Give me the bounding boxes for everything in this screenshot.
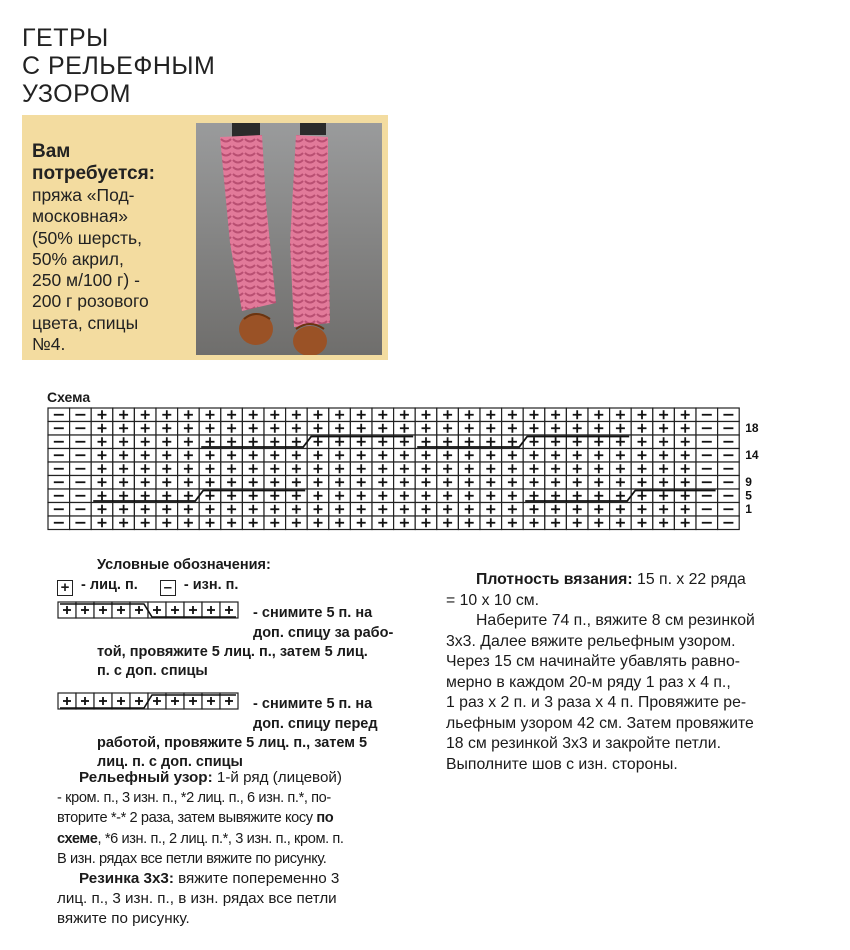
- cable-front-text: доп. спицу перед: [253, 715, 378, 732]
- instruction-line: мерно в каждом 20-м ряду 1 раз х 4 п.,: [446, 673, 731, 691]
- relief-link-part: схеме: [57, 830, 98, 847]
- materials-line: пряжа «Под-: [32, 185, 135, 205]
- leg-warmers-illustration: [196, 123, 382, 355]
- relief-para: [57, 768, 422, 788]
- cable-back-symbol-icon: [57, 600, 243, 620]
- knitting-chart: [47, 407, 787, 535]
- relief-text: 1-й ряд (лицевой): [212, 769, 342, 786]
- rib-para: [57, 869, 422, 889]
- materials-heading-line: Вам: [32, 141, 71, 162]
- rib-heading: Резинка 3х3:: [79, 870, 174, 888]
- article-title: [22, 24, 215, 108]
- relief-text: [57, 808, 422, 828]
- gauge-text: 15 п. х 22 ряда: [632, 571, 746, 588]
- instructions-column: [446, 570, 816, 775]
- title-line: С РЕЛЬЕФНЫМ: [22, 52, 216, 80]
- cable-front-symbol-icon: [57, 691, 243, 711]
- materials-text: [32, 141, 204, 355]
- materials-line: №4.: [32, 334, 66, 355]
- materials-line: цвета, спицы: [32, 312, 139, 333]
- legend: [57, 556, 427, 773]
- materials-line: московная»: [32, 206, 129, 227]
- materials-line: (50% шерсть,: [32, 227, 142, 248]
- rib-text: вяжите попеременно 3: [173, 870, 340, 888]
- materials-line: 200 г розового: [32, 291, 149, 312]
- relief-text-part: , *6 изн. п., 2 лиц. п.*, 3 изн. п., кром. п.: [97, 830, 344, 847]
- chart-label: Схема: [47, 389, 91, 405]
- purl-label: - изн. п.: [183, 577, 239, 594]
- relief-text: В изн. рядах все петли вяжите по рисунку.: [57, 850, 327, 867]
- instruction-line: 3х3. Далее вяжите рельефным узором.: [446, 632, 736, 650]
- knit-label: - лиц. п.: [81, 577, 138, 594]
- row-number: 14: [745, 448, 759, 462]
- instruction-line: 1 раз х 2 п. и 3 раза х 4 п. Провяжите ре-: [446, 694, 747, 711]
- instruction-line: Выполните шов с изн. стороны.: [446, 755, 678, 773]
- relief-heading: Рельефный узор:: [79, 769, 213, 786]
- instruction-line: Через 15 см начинайте убавлять равно-: [446, 653, 740, 670]
- purl-symbol: –: [160, 580, 176, 596]
- knit-symbol: +: [57, 580, 73, 596]
- materials-heading: [32, 141, 204, 184]
- row-number: 18: [745, 421, 759, 435]
- materials-line: 250 м/100 г) -: [32, 270, 140, 291]
- legend-row: [57, 691, 427, 772]
- title-line: ГЕТРЫ: [22, 24, 109, 52]
- rib-text: вяжите по рисунку.: [57, 910, 190, 928]
- legend-title: Условные обозначения:: [97, 557, 271, 573]
- cable-back-text: той, провяжите 5 лиц. п., затем 5 лиц.: [97, 643, 368, 660]
- relief-text: - кром. п., 3 изн. п., *2 лиц. п., 6 изн. п.*, по-: [57, 790, 331, 807]
- row-number: 5: [745, 488, 752, 503]
- cable-front-text: работой, провяжите 5 лиц. п., затем 5: [97, 735, 368, 752]
- cable-front-text: - снимите 5 п. на: [253, 696, 373, 713]
- cable-back-text: п. с доп. спицы: [97, 663, 208, 680]
- materials-heading-line: потребуется:: [32, 162, 155, 184]
- instruction-line: льефным узором 42 см. Затем провяжите: [446, 714, 754, 732]
- materials-line: 50% акрил,: [32, 248, 124, 269]
- cable-front-text: лиц. п. с доп. спицы: [97, 754, 243, 771]
- legend-row: [57, 576, 427, 596]
- materials-box: [22, 115, 388, 360]
- cable-back-text: - снимите 5 п. на: [253, 605, 373, 622]
- relief-text: [57, 829, 422, 849]
- title-line: УЗОРОМ: [22, 80, 131, 108]
- relief-link-part: по: [316, 810, 334, 827]
- cable-back-text: доп. спицу за рабо-: [253, 624, 394, 641]
- legend-row: [57, 600, 427, 681]
- relief-text-part: вторите *-* 2 раза, затем вывяжите косу: [57, 810, 317, 827]
- rib-text: лиц. п., 3 изн. п., в изн. рядах все петли: [57, 890, 337, 908]
- gauge-heading: Плотность вязания:: [476, 571, 633, 588]
- leg-warmers-photo: [196, 123, 382, 355]
- gauge-text: = 10 х 10 см.: [446, 591, 539, 609]
- instruction-line: Наберите 74 п., вяжите 8 см резинкой: [476, 612, 755, 629]
- gauge-para: [446, 570, 816, 591]
- row-number: 1: [745, 502, 752, 516]
- row-number: 9: [745, 475, 752, 489]
- pattern-text: [57, 768, 422, 930]
- instruction-line: 18 см резинкой 3х3 и закройте петли.: [446, 735, 721, 752]
